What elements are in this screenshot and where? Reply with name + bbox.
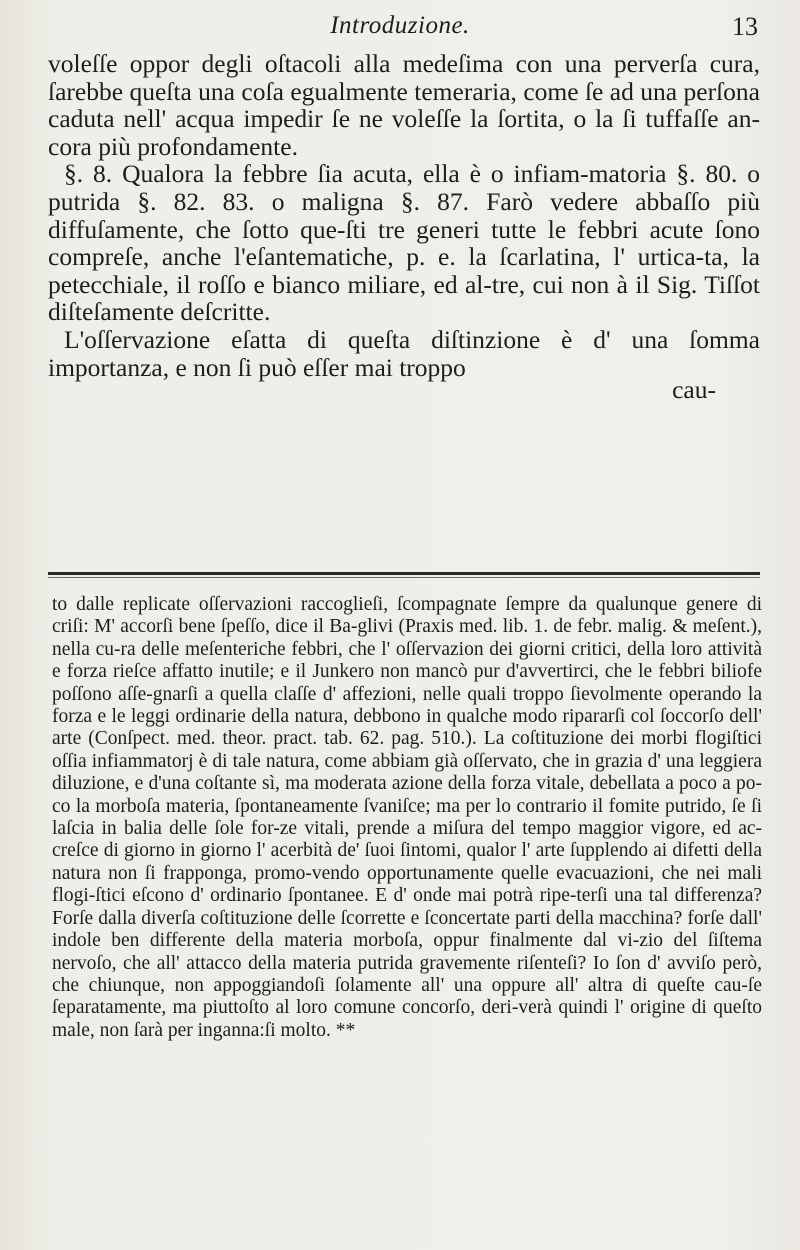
page-number: 13 (732, 12, 758, 41)
paragraph-section-8: §. 8. Qualora la febbre ſia acuta, ella è o infiam-matoria §. 80. o putrida §. 82. 83. o maligna §. 87. Farò vedere abbaſſo più diffuſamente, che ſotto que-ſti tre generi tutte le febbri acute ſono compreſe, anche l'eſantematiche, p. e. la ſcarlatina, l' urtica-ta, la petecchiale, il roſſo e bianco miliare, ed al-tre, cui non à il Sig. Tiſſot diſteſamente deſcritte. (48, 159, 760, 327)
paragraph-continuation: voleſſe oppor degli oſtacoli alla medeſima con una perverſa cura, ſarebbe queſta una coſa egualmente temeraria, come ſe ad una perſona caduta nell' acqua impedir ſe ne voleſſe la ſortita, o la ſi tuffaſſe an-cora più profondamente. (48, 49, 760, 161)
running-head: Introduzione. (330, 12, 470, 39)
paragraph-observation: L'oſſervazione eſatta di queſta diſtinzione è d' una ſomma importanza, e non ſi può eſſer mai troppo (48, 324, 760, 382)
footnote: to dalle replicate oſſervazioni raccoglieſi, ſcompagnate ſempre da qualunque genere di criſi: M' accorſi bene ſpeſſo, dice il Ba-glivi (Praxis med. lib. 1. de febr. malig. & meſent.), nella cu-ra delle meſenteriche febbri, che l' oſſervazion dei giorni critici, della loro attività e forza rieſce affatto inutile; e il Junkero non mancò pur d'avvertirci, che le febbri biliofe poſſono aſſe-gnarſi a quella claſſe d' affezioni, nelle quali troppo ſievolmente operando la forza e le leggi ordinarie della natura, debbono in qualche modo ripararſi col ſoccorſo dell' arte (Conſpect. med. theor. pract. tab. 62. pag. 510.). La coſtituzione dei morbi flogiſtici oſſia infiammatorj è di tale natura, come abbiam già oſſervato, che in grazia d' una leggiera diluzione, e d'una coſtante sì, ma moderata azione della forza vitale, debellata a poco a po-co la morboſa materia, ſpontaneamente ſvaniſce; ma per lo contrario il fomite putrido, ſe ſi laſcia in balia delle ſole for-ze vitali, prende a miſura del tempo maggior vigore, ed ac-creſce di giorno in giorno l' acerbità de' ſuoi ſintomi, qualor l' arte ſupplendo ai difetti della natura non ſi frapponga, promo-vendo opportunamente quelle evacuazioni, che nei mali flogi-ſtici eſcono d' ordinario ſpontanee. E d' onde mai potrà ripe-terſi una tal differenza? Forſe dalla diverſa coſtituzione delle ſcorrette e ſconcertate parti della macchina? forſe dall' indole ben differente della materia morboſa, oppur finalmente dal vi-zio del ſiſtema nervoſo, che all' attacco della materia putrida gravemente riſenteſi? Io ſon d' avviſo però, che chiunque, non appoggiandoſi ſolamente all' una oppure all' altra di queſte cau-ſe ſeparatamente, ma piuttoſto al loro comune concorſo, deri-verà quindi l' origine di queſto male, non ſarà per inganna:ſi molto. ** (52, 594, 762, 1041)
catchword: cau- (672, 375, 716, 405)
page-header (0, 10, 800, 50)
footnote-separator-thin (48, 577, 760, 578)
footnote-separator (48, 572, 760, 575)
main-text (48, 49, 760, 405)
